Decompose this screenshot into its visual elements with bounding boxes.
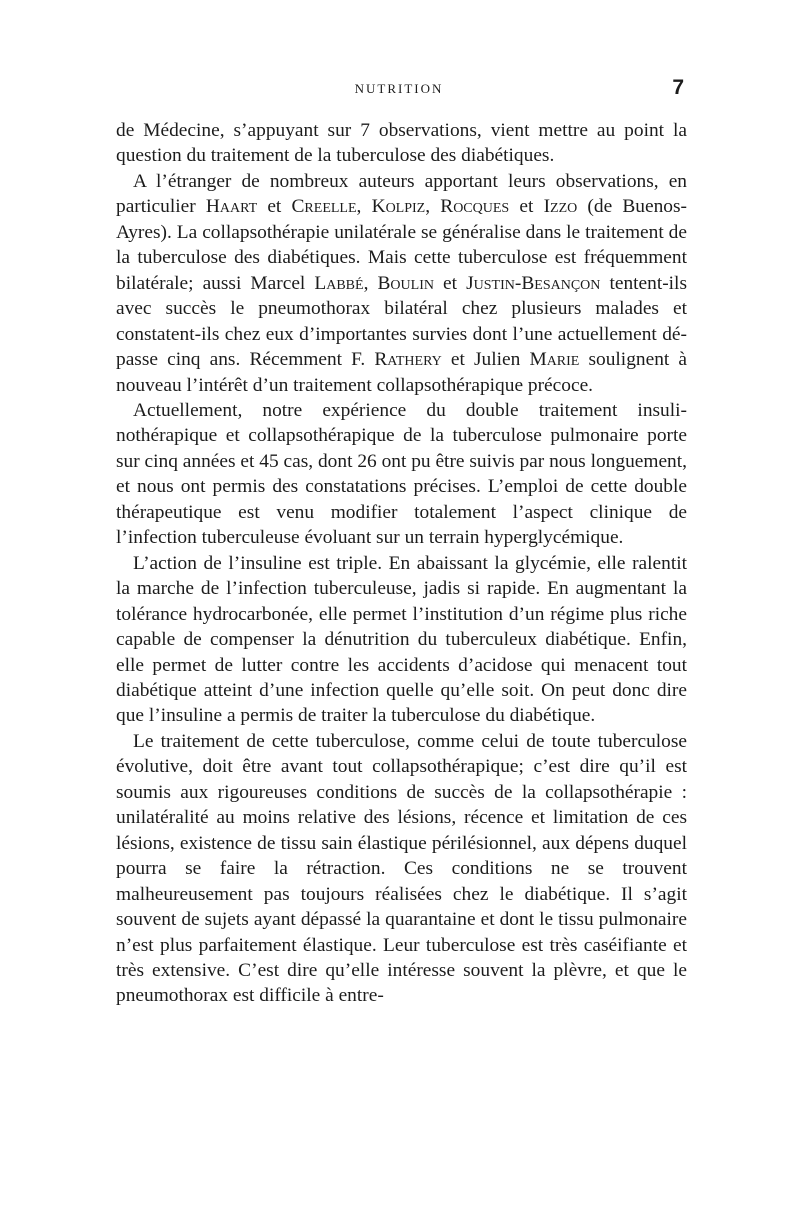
author-name: Labbé <box>314 272 364 294</box>
page-number: 7 <box>672 76 684 99</box>
text-run: Le traitement de cette tuberculose, comme celui de toute tuberculose évolutive, doit être avant tout collapsothérapique; c’est dire qu’il est soumis aux rigoureuses conditions de succès de la collapsothérapie : unilatéralité au moins relative des lésions, récence et limitation de ces lésions, existence de tissu sain élastique périlésionnel, aux dépens duquel pourra se faire la rétraction. Ces conditions ne se trouvent malheureusement pas toujours réalisées chez le diabétique. Il s’agit souvent de sujets ayant dépassé la quarantaine et dont le tissu pulmonaire n’est plus parfaitement élastique. Leur tuberculose est très caséifiante et très extensive. C’est dire qu’elle intéresse souvent la plèvre, et que le pneumothorax est difficile à entre- <box>116 730 687 1007</box>
author-name: Marie <box>529 349 580 371</box>
text-run: , <box>356 196 372 218</box>
paragraph <box>116 169 687 398</box>
text-run: et <box>509 196 544 218</box>
text-run: et <box>433 272 467 294</box>
text-run: tentent-ils avec succès le pneumothorax bilatéral chez plusieurs malades et constatent-ils chez eux d’importantes survies dont l’une actuellement dépasse cinq ans. Récemment F. <box>116 272 687 371</box>
author-name: Boulin <box>377 272 434 294</box>
text-run: L’action de l’insuline est triple. En abaissant la glycémie, elle ralentit la marche de l’infection tuberculeuse, jadis si rapide. En augmentant la tolérance hydrocarbonée, elle permet l’institution d’un régime plus riche capable de compenser la dénutrition du tuberculeux diabétique. Enfin, elle permet de lutter contre les accidents d’acidose qui menacent tout diabétique atteint d’une infection quelle qu’elle soit. On peut donc dire que l’insuline a permis de traiter la tuberculose du diabétique. <box>116 552 687 727</box>
author-name: Justin-Besançon <box>466 272 601 294</box>
text-run: et <box>257 196 292 218</box>
text-run: (de Buenos-Ayres). La collapsothérapie unilatérale se généralise dans le traitement de la tuberculose des diabétiques. Mais cette tuberculose est fréquemment bilatérale; aussi Marcel <box>116 196 687 294</box>
text-run: , <box>363 272 378 294</box>
text-run: A l’étranger de nombreux auteurs apportant leurs observations, en particulier <box>116 170 687 218</box>
text-run: de Médecine, s’appuyant sur 7 observations, vient mettre au point la question du traitement de la tuberculose des diabétiques. <box>116 120 687 167</box>
author-name: Rocques <box>440 196 510 218</box>
author-name: Haart <box>205 196 258 218</box>
running-title: NUTRITION <box>354 81 444 96</box>
author-name: Izzo <box>543 196 578 218</box>
paragraph <box>116 729 687 1009</box>
author-name: Rathery <box>374 349 442 371</box>
author-name: Creelle <box>291 196 357 218</box>
text-run: et Julien <box>441 349 530 371</box>
running-head <box>118 76 684 102</box>
body-text <box>116 118 687 1009</box>
paragraph <box>116 118 687 169</box>
text-run: Actuellement, notre expérience du double traitement insulinothérapique et collapsothérapique de la tuberculose pulmonaire porte sur cinq années et 45 cas, dont 26 ont pu être suivis par nous longuement, et nous ont permis des constatations précises. L’emploi de cette double thérapeutique est venu modifier totalement l’aspect clinique de l’infection tuberculeuse évoluant sur un terrain hyperglycémique. <box>116 399 687 549</box>
author-name: Kolpiz <box>371 196 426 218</box>
paragraph <box>116 398 687 551</box>
text-run: soulignent à nouveau l’intérêt d’un traitement collapsothérapique précoce. <box>116 349 687 396</box>
text-run: , <box>425 196 441 218</box>
paragraph <box>116 551 687 729</box>
